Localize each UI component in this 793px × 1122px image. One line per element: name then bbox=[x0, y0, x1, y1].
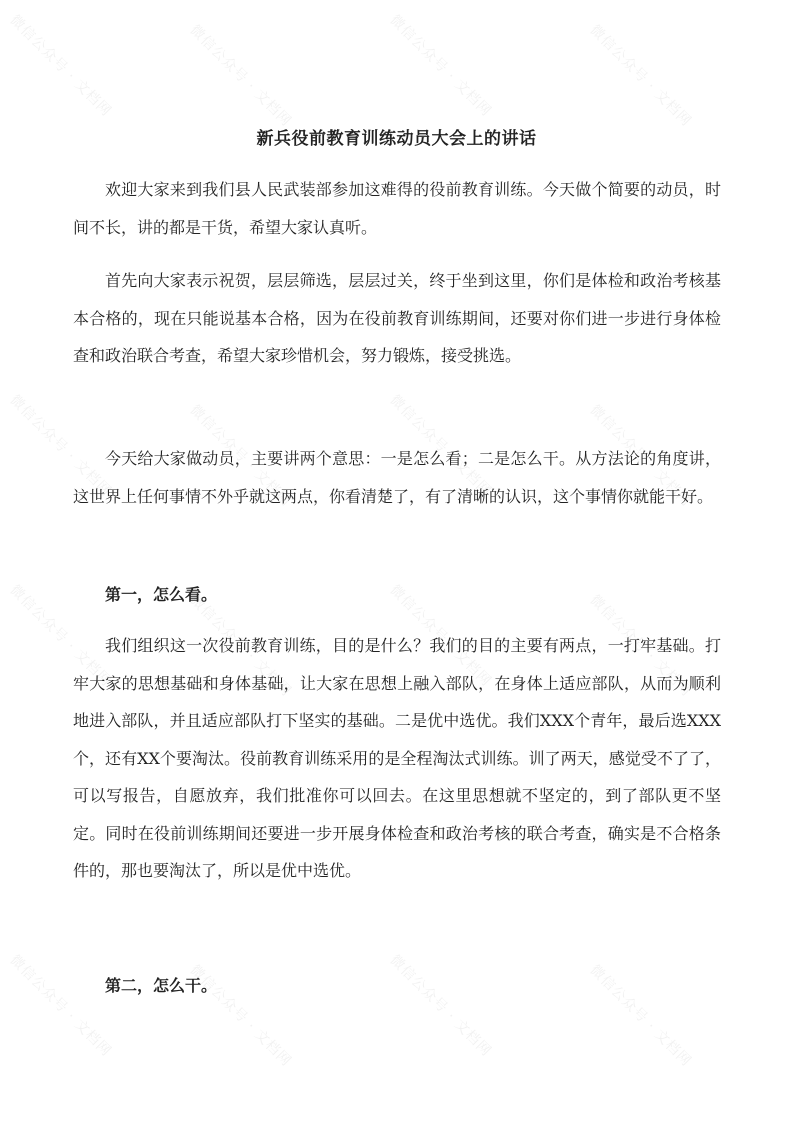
watermark-text: 微信公众号 · 文档网 bbox=[6, 582, 115, 690]
watermark-text: 微信公众号 · 文档网 bbox=[186, 402, 295, 510]
watermark-text: 微信公众号 · 文档网 bbox=[186, 962, 295, 1070]
watermark-text: 微信公众号 · 文档网 bbox=[386, 582, 495, 690]
watermark-text: 微信公众号 · 文档网 bbox=[6, 12, 115, 120]
watermark-text: 微信公众号 · 文档网 bbox=[6, 392, 115, 500]
watermark-text: 微信公众号 · 文档网 bbox=[186, 592, 295, 700]
watermark-text: 微信公众号 · 文档网 bbox=[386, 952, 495, 1060]
paragraph-intro: 欢迎大家来到我们县人民武装部参加这难得的役前教育训练。今天做个简要的动员，时间不长，讲的都是干货，希望大家认真听。 bbox=[73, 180, 721, 237]
section-heading-how-to-do: 第二，怎么干。 bbox=[105, 976, 218, 995]
watermark-text: 微信公众号 · 文档网 bbox=[586, 592, 695, 700]
watermark-text: 微信公众号 · 文档网 bbox=[386, 392, 495, 500]
paragraph-overview: 今天给大家做动员，主要讲两个意思：一是怎么看；二是怎么干。从方法论的角度讲，这世界上任何事情不外乎就这两点，你看清楚了，有了清晰的认识，这个事情你就能干好。 bbox=[73, 449, 721, 506]
watermark-text: 微信公众号 · 文档网 bbox=[186, 22, 295, 130]
watermark-text: 微信公众号 · 文档网 bbox=[586, 962, 695, 1070]
watermark-text: 微信公众号 · 文档网 bbox=[586, 22, 695, 130]
paragraph-congratulations: 首先向大家表示祝贺，层层筛选，层层过关，终于坐到这里，你们是体检和政治考核基本合格的，现在只能说基本合格，因为在役前教育训练期间，还要对你们进一步进行身体检查和政治联合考查，希望大家珍惜机会，努力锻炼，接受挑选。 bbox=[73, 271, 721, 365]
watermark-text: 微信公众号 · 文档网 bbox=[6, 952, 115, 1060]
document-title: 新兵役前教育训练动员大会上的讲话 bbox=[256, 129, 537, 149]
paragraph-purpose: 我们组织这一次役前教育训练，目的是什么？我们的目的主要有两点，一打牢基础。打牢大家的思想基础和身体基础，让大家在思想上融入部队，在身体上适应部队，从而为顺利地进入部队，并且适应部队打下坚实的基础。二是优中选优。我们XXX个青年，最后选XXX个，还有XX个要淘汰。役前教育训练采用的是全程淘汰式训练。训了两天，感觉受不了了，可以写报告，自愿放弃，我们批准你可以回去。在这里思想就不坚定的，到了部队更不坚定。同时在役前训练期间还要进一步开展身体检查和政治考核的联合考查，确实是不合格条件的，那也要淘汰了，所以是优中选优。 bbox=[73, 636, 721, 880]
section-heading-how-to-view: 第一，怎么看。 bbox=[105, 585, 218, 604]
watermark-text: 微信公众号 · 文档网 bbox=[386, 12, 495, 120]
watermark-text: 微信公众号 · 文档网 bbox=[586, 402, 695, 510]
